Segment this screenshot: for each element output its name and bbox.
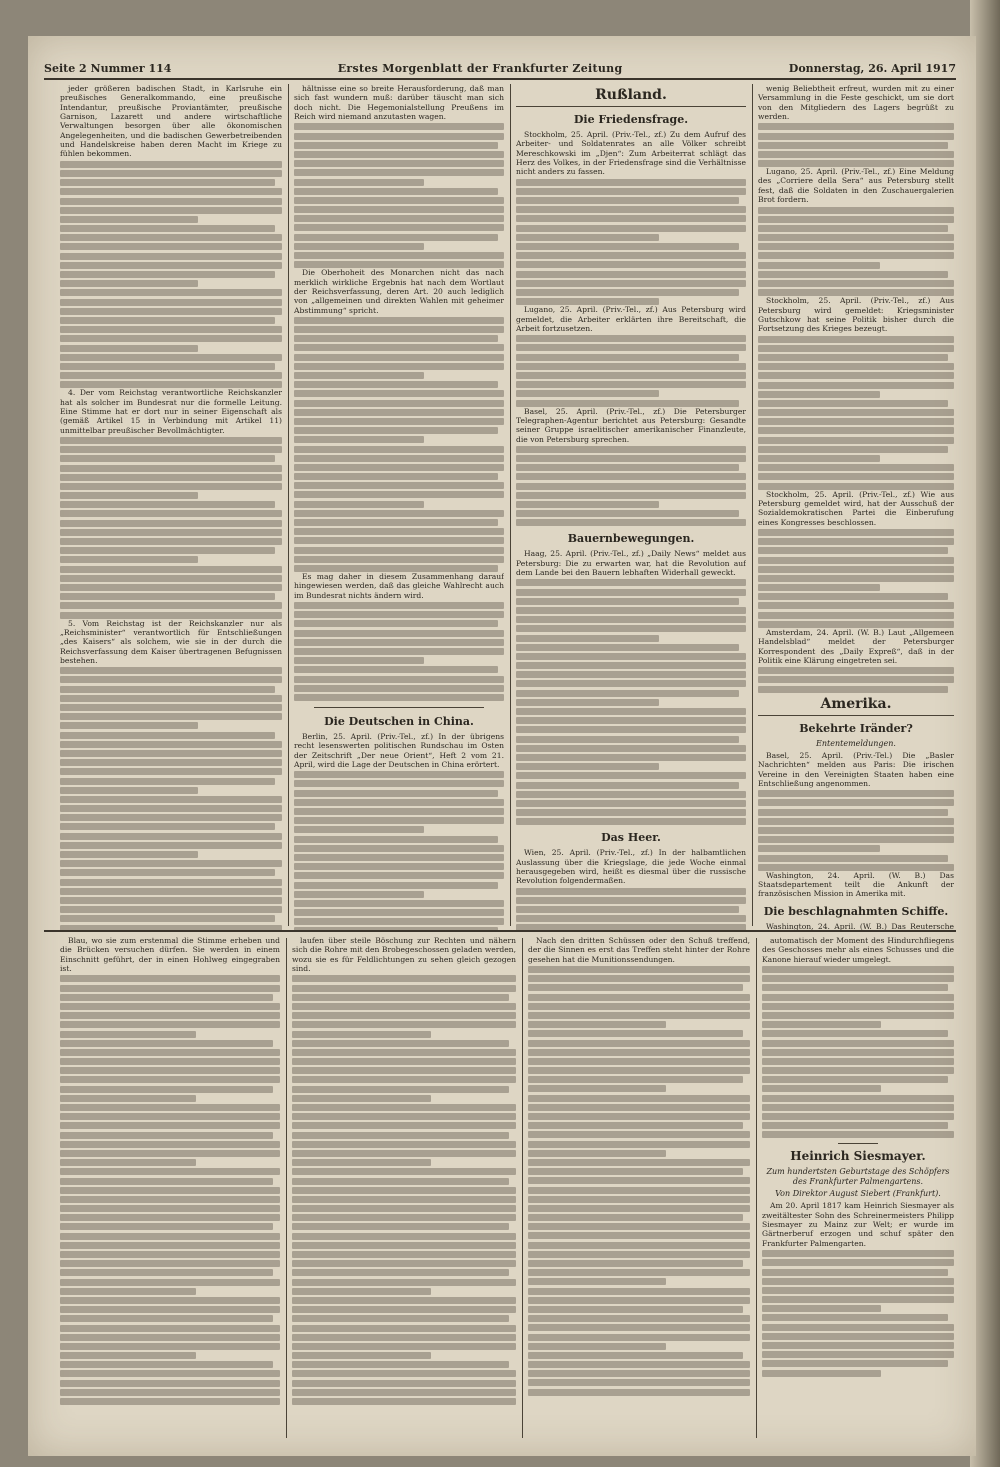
article-column-1 — [60, 84, 282, 930]
article-column-2 — [294, 84, 504, 930]
paragraph: Amsterdam, 24. April. (W. B.) Laut „Allgemeen Handelsblad“ meldet der Petersburger Korrespondent des „Daily Expreß“, daß in der Politik eine Klärung eingetreten sei. — [758, 627, 954, 665]
feuilleton-column-4 — [762, 936, 954, 1436]
paragraph: automatisch der Moment des Hindurchfliegens des Geschosses mehr als eines Schusses und die Kanone hierauf wieder umgelegt. — [762, 936, 954, 964]
article-text-block — [528, 966, 750, 1396]
article-text-block — [294, 771, 504, 930]
article-text-block — [60, 437, 282, 619]
article-column-4 — [758, 84, 954, 930]
article-text-block — [516, 179, 746, 305]
paragraph: Wien, 25. April. (Priv.-Tel., zf.) In der halbamtlichen Auslassung über die Kriegslage, die jede Woche einmal herausgegeben wird, heißt es diesmal über die russische Revolution folgendermaßen. — [516, 848, 746, 886]
subheading-ententemeldungen: Ententemeldungen. — [816, 738, 896, 748]
article-text-block — [758, 207, 954, 297]
article-text-block — [758, 123, 954, 167]
feuilleton-column-2 — [292, 936, 516, 1436]
article-text-block — [294, 123, 504, 268]
feuilleton-rule — [44, 930, 956, 932]
paragraph: 5. Vom Reichstag ist der Reichskanzler nur als „Reichsminister“ verantwortlich für Entschließungen „des Kaisers“ als solchem, wie sie in der durch die Reichsverfassung dem Kaiser übertragenen Befugnissen bestehen. — [60, 618, 282, 665]
paragraph: Die Oberhoheit des Monarchen nicht das nach merklich wirkliche Ergebnis hat nach dem Wortlaut der Reichsverfassung, deren Art. 20 auch lediglich von „allgemeinen und direkten Wahlen mit geheimer Abstimmung“ spricht. — [294, 268, 504, 315]
column-rule — [522, 938, 523, 1438]
article-text-block — [292, 975, 516, 1405]
article-text-block — [516, 888, 746, 930]
column-rule — [752, 84, 753, 926]
paragraph: Basel, 25. April. (Priv.-Tel., zf.) Die Petersburger Telegraphen-Agentur berichtet aus Petersburg: Gesandte seiner Gruppe israelitischer amerikanischer Finanzleute, die von Petersburg sprechen. — [516, 406, 746, 444]
article-text-block — [762, 1250, 954, 1376]
byline-author: Von Direktor August Siebert (Frankfurt). — [775, 1189, 941, 1199]
paragraph: wenig Beliebtheit erfreut, wurden mit zu einer Versammlung in die Feste geschickt, um sie dort von den Mitgliedern des Lagers begrüßt zu werden. — [758, 84, 954, 122]
article-text-block — [516, 446, 746, 527]
page-header — [44, 58, 956, 80]
article-column-3 — [516, 84, 746, 930]
paragraph: Berlin, 25. April. (Priv.-Tel., zf.) In der übrigens recht lesenswerten politischen Rundschau im Osten der Zeitschrift „Der neue Orient“, Heft 2 vom 21. April, wird die Lage der Deutschen in China erörtert. — [294, 731, 504, 769]
article-text-block — [762, 966, 954, 1138]
paragraph: Basel, 25. April. (Priv.-Tel.) Die „Basler Nachrichten“ melden aus Paris: Die irischen Vereine in den Vereinigten Staaten haben eine Entschließung angenommen. — [758, 750, 954, 788]
paragraph: Blau, wo sie zum erstenmal die Stimme erheben und die Brücken versuchen dürfen. Sie werden in einem Einschnitt geführt, der in einen Hohlweg eingegraben ist. — [60, 936, 280, 974]
headline-das-heer: Das Heer. — [601, 831, 661, 845]
column-rule — [510, 84, 511, 926]
column-rule — [756, 938, 757, 1438]
article-text-block — [516, 335, 746, 406]
department-heading-russland: Rußland. — [516, 86, 746, 107]
article-text-block — [294, 317, 504, 572]
paragraph: Nach den dritten Schüssen oder den Schuß treffend, der die Sinnen es erst das Treffen steht hinter der Rohre gesehen hat die Munitionssendungen. — [528, 936, 750, 964]
article-text-block — [758, 529, 954, 628]
headline-beschlagnahmte-schiffe: Die beschlagnahmten Schiffe. — [763, 904, 949, 918]
article-text-block — [60, 975, 280, 1405]
paragraph: jeder größeren badischen Stadt, in Karlsruhe ein preußisches Generalkommando, eine preußische Intendantur, preußische Proviantämter, preußische Garnison, Lazarett und andere wirtschaftliche Verwaltungen besorgen über alle ökonomischen Angelegenheiten, und die badischen Gewerbetreibenden und Handelskreise haben deren Macht im Kriege zu fühlen bekommen. — [60, 84, 282, 159]
paragraph: Es mag daher in diesem Zusammenhang darauf hingewiesen werden, daß das gleiche Wahlrecht auch im Bundesrat nichts ändern wird. — [294, 571, 504, 600]
headline-heinrich-siesmayer: Heinrich Siesmayer. — [790, 1149, 926, 1164]
paragraph: 4. Der vom Reichstag verantwortliche Reichskanzler hat als solcher im Bundesrat nur die formelle Leitung. Eine Stimme hat er dort nur in seiner Eigenschaft als (gemäß Artikel 15 in Verbindung mit Artikel 11) unmittelbar preußischer Bevollmächtigter. — [60, 388, 282, 435]
headline-bauernbewegungen: Bauernbewegungen. — [567, 532, 695, 546]
feuilleton-column-1 — [60, 936, 280, 1436]
article-text-block — [294, 602, 504, 701]
column-rule — [288, 84, 289, 926]
paragraph: Lugano, 25. April. (Priv.-Tel., zf.) Aus Petersburg wird gemeldet, die Arbeiter erklärten ihre Bereitschaft, die Arbeit fortzusetzen. — [516, 305, 746, 333]
department-heading-amerika: Amerika. — [758, 695, 954, 716]
article-text-block — [758, 790, 954, 871]
paragraph: Stockholm, 25. April. (Priv.-Tel., zf.) Wie aus Petersburg gemeldet wird, hat der Ausschuß der Sozialdemokratischen Partei die Einberufung eines Kongresses beschlossen. — [758, 489, 954, 527]
article-text-block — [516, 579, 746, 825]
header-page-number: Seite 2 Nummer 114 — [44, 61, 172, 75]
headline-bekehrte-irlaender: Bekehrte Iränder? — [799, 721, 913, 735]
paragraph: Washington, 24. April. (W. B.) Das Reutersche — [766, 921, 954, 930]
article-text-block — [60, 667, 282, 930]
header-date: Donnerstag, 26. April 1917 — [788, 61, 956, 75]
paragraph: Lugano, 25. April. (Priv.-Tel., zf.) Eine Meldung des „Corriere della Sera“ aus Petersburg stellt fest, daß die Soldaten in den Zuschauergalerien Brot fordern. — [758, 167, 954, 205]
headline-friedensfrage: Die Friedensfrage. — [573, 113, 689, 126]
headline-deutsche-in-china: Die Deutschen in China. — [324, 714, 474, 728]
paragraph: Haag, 25. April. (Priv.-Tel., zf.) „Daily News“ meldet aus Petersburg: Die zu erwarten war, hat die Revolution auf dem Lande bei den Bauern lebhaften Widerhall geweckt. — [516, 549, 746, 578]
column-rule — [286, 938, 287, 1438]
paragraph: Stockholm, 25. April. (Priv.-Tel., zf.) Zu dem Aufruf des Arbeiter- und Soldatenrates an alle Völker schreibt Mereschkowski im „Djen“: Zum Arbeiterrat schlägt das Herz des Volkes, in der Friedensfrage sind die Verhältnisse nicht anders zu fassen. — [516, 130, 746, 177]
paragraph: hältnisse eine so breite Herausforderung, daß man sich fast wundern muß: darüber täuscht man sich doch nicht. Die Hegemonialstellung Preußens im Reich wird niemand anzutasten wagen. — [294, 84, 504, 122]
article-text-block — [758, 667, 954, 692]
paragraph: Am 20. April 1817 kam Heinrich Siesmayer als zweitältester Sohn des Schreinermeisters Philipp Siesmayer zu Mainz zur Welt; er wurde im Gärtnerberuf erzogen und schuf später den Frankfurter Palmengarten. — [762, 1201, 954, 1248]
paragraph: laufen über steile Böschung zur Rechten und nähern sich die Rohre mit den Brobegeschossen geladen werden, wozu sie es für Feldlichtungen zu sehen gleich gezogen sind. — [292, 936, 516, 974]
subheading-palmengarten: Zum hundertsten Geburtstage des Schöpfers des Frankfurter Palmengartens. — [766, 1167, 950, 1186]
article-text-block — [60, 161, 282, 389]
header-masthead: Erstes Morgenblatt der Frankfurter Zeitung — [337, 61, 623, 75]
paragraph: Washington, 24. April. (W. B.) Das Staatsdepartement teilt die Ankunft der französischen Mission in Amerika mit. — [758, 870, 954, 899]
paragraph: Stockholm, 25. April. (Priv.-Tel., zf.) Aus Petersburg wird gemeldet: Kriegsminister Gutschkow hat seine Politik bisher durch die Fortsetzung des Krieges bezeugt. — [758, 296, 954, 334]
article-text-block — [758, 336, 954, 490]
feuilleton-column-3 — [528, 936, 750, 1436]
